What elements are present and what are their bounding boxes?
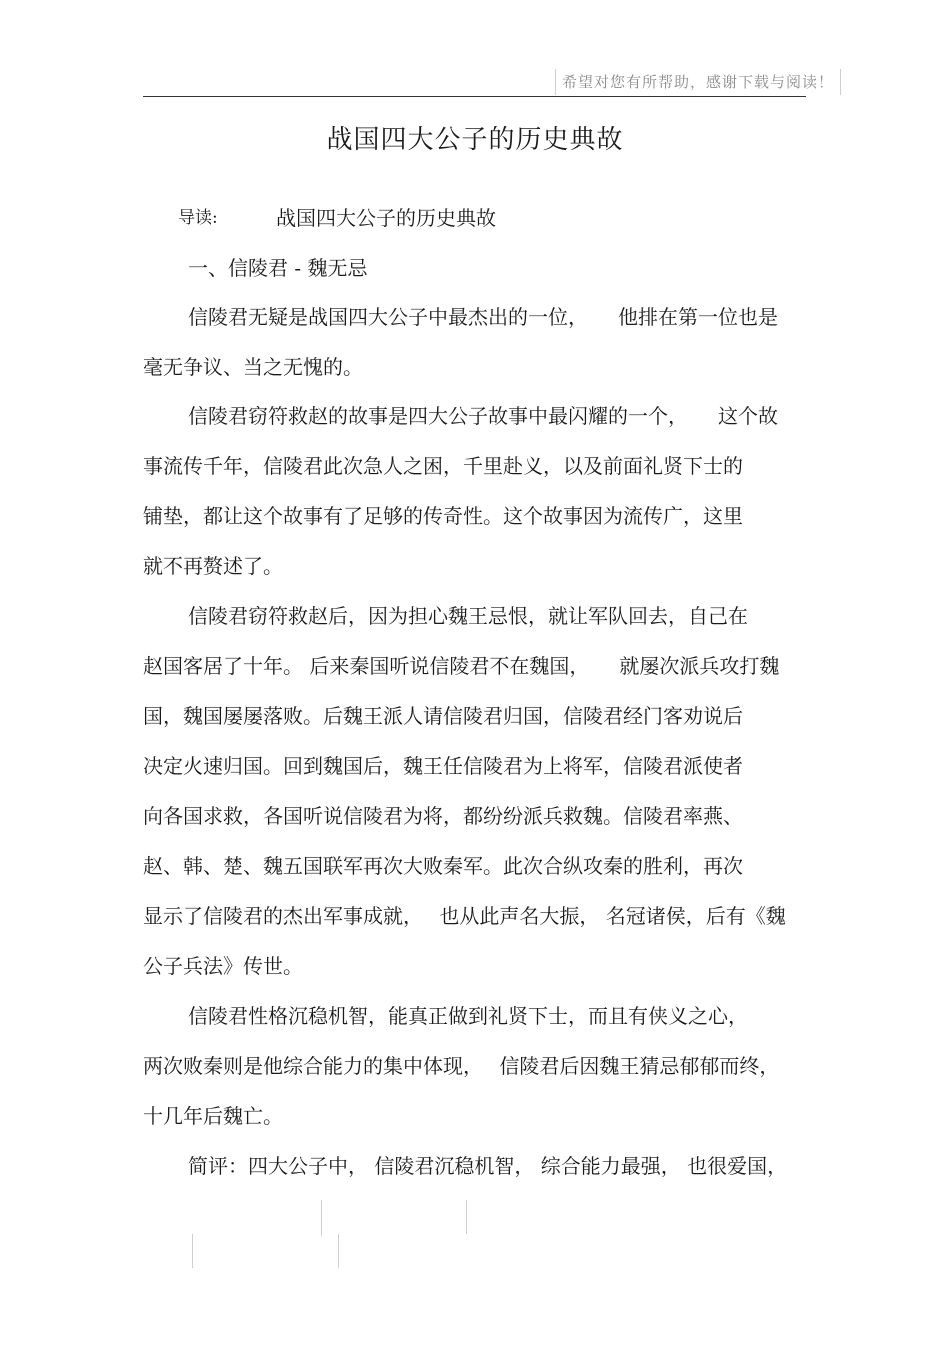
body-line: 事流传千年，信陵君此次急人之困，千里赴义，以及前面礼贤下士的 [143,454,743,478]
table-rule [338,1234,339,1268]
body-line: 显示了信陵君的杰出军事成就， 也从此声名大振， 名冠诸侯，后有《魏 [143,904,786,928]
body-line: 赵、韩、楚、魏五国联军再次大败秦军。此次合纵攻秦的胜利，再次 [143,854,743,878]
guide-label: 导读: [178,208,218,228]
body-line: 就不再赘述了。 [143,554,283,578]
body-line: 两次败秦则是他综合能力的集中体现， 信陵君后因魏王猜忌郁郁而终， [143,1054,780,1078]
body-line: 向各国求救，各国听说信陵君为将，都纷纷派兵救魏。信陵君率燕、 [143,804,743,828]
section-heading: 一、信陵君 - 魏无忌 [188,256,368,280]
document-title: 战国四大公子的历史典故 [326,125,624,155]
body-line: 简评：四大公子中， 信陵君沉稳机智， 综合能力最强， 也很爱国， [188,1154,788,1178]
body-line: 信陵君性格沉稳机智，能真正做到礼贤下士，而且有侠义之心， [188,1004,748,1028]
body-line: 毫无争议、当之无愧的。 [143,355,363,379]
table-rule [192,1234,193,1268]
header-note: 希望对您有所帮助，感谢下载与阅读！ [555,69,841,95]
body-line: 信陵君窃符救赵后，因为担心魏王忌恨，就让军队回去，自己在 [188,604,748,628]
body-line: 赵国客居了十年。 后来秦国听说信陵君不在魏国， 就屡次派兵攻打魏 [143,654,780,678]
guide-text: 战国四大公子的历史典故 [276,206,496,230]
table-rule [321,1200,322,1236]
table-rule [466,1200,467,1234]
body-line: 公子兵法》传世。 [143,954,303,978]
header-rule [143,96,806,97]
body-line: 铺垫，都让这个故事有了足够的传奇性。这个故事因为流传广，这里 [143,504,743,528]
body-line: 国，魏国屡屡落败。后魏王派人请信陵君归国，信陵君经门客劝说后 [143,704,743,728]
body-line: 十几年后魏亡。 [143,1104,283,1128]
body-line: 信陵君窃符救赵的故事是四大公子故事中最闪耀的一个， 这个故 [188,404,778,428]
body-line: 决定火速归国。回到魏国后，魏王任信陵君为上将军，信陵君派使者 [143,754,743,778]
body-line: 信陵君无疑是战国四大公子中最杰出的一位， 他排在第一位也是 [188,305,778,329]
